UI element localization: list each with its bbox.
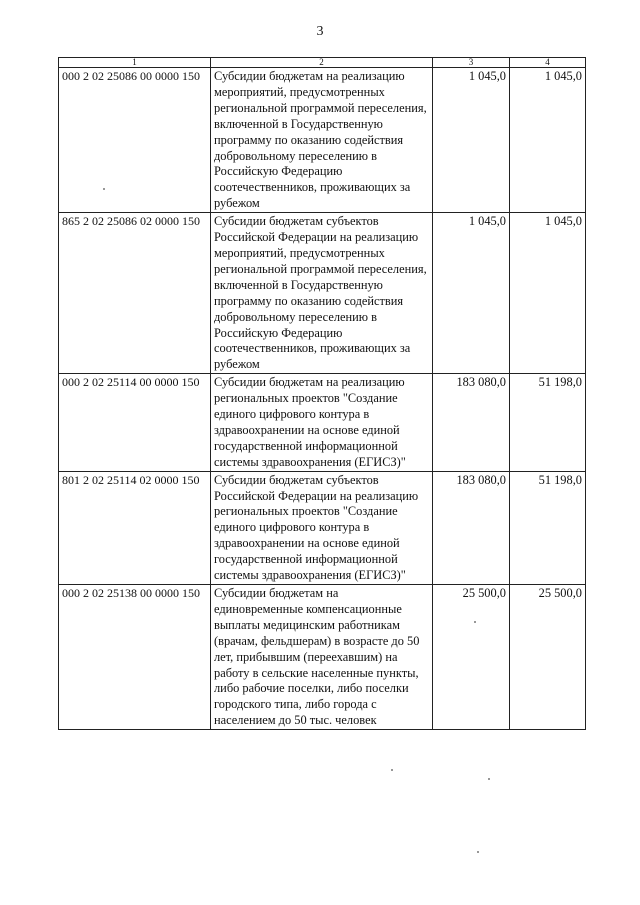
- column-number: 2: [211, 58, 433, 68]
- budget-code: 000 2 02 25138 00 0000 150: [59, 585, 211, 730]
- amount-col3: 1 045,0: [433, 213, 510, 374]
- budget-code: 865 2 02 25086 02 0000 150: [59, 213, 211, 374]
- amount-col4: 1 045,0: [510, 68, 586, 213]
- amount-col4: 1 045,0: [510, 213, 586, 374]
- budget-code: 801 2 02 25114 02 0000 150: [59, 471, 211, 584]
- scan-speck: [391, 769, 393, 771]
- column-number: 4: [510, 58, 586, 68]
- amount-col4: 25 500,0: [510, 585, 586, 730]
- budget-table: [58, 57, 586, 730]
- page-number: 3: [316, 24, 324, 39]
- revenue-name: Субсидии бюджетам на реализацию региональных проектов "Создание единого цифрового контура в здравоохранении на основе единой государственной информационной системы здравоохранения (ЕГИСЗ)": [211, 374, 433, 471]
- revenue-name: Субсидии бюджетам на реализацию мероприятий, предусмотренных региональной программой переселения, включенной в Государственную программу по оказанию содействия добровольному переселению в Российскую Федерацию соотечественников, проживающих за рубежом: [211, 68, 433, 213]
- scan-speck: [103, 188, 105, 190]
- column-number-row: [59, 58, 586, 68]
- scan-speck: [488, 778, 490, 780]
- amount-col3: 1 045,0: [433, 68, 510, 213]
- amount-col4: 51 198,0: [510, 471, 586, 584]
- revenue-name: Субсидии бюджетам субъектов Российской Федерации на реализацию региональных проектов "Создание единого цифрового контура в здравоохранении на основе единой государственной информационной системы здравоохранения (ЕГИСЗ)": [211, 471, 433, 584]
- table-row: [59, 471, 586, 584]
- amount-col3: 183 080,0: [433, 471, 510, 584]
- table-row: [59, 374, 586, 471]
- scan-speck: [474, 621, 476, 623]
- amount-col3: 25 500,0: [433, 585, 510, 730]
- table-row: [59, 585, 586, 730]
- scan-speck: [477, 851, 479, 853]
- revenue-name: Субсидии бюджетам на единовременные компенсационные выплаты медицинским работникам (врачам, фельдшерам) в возрасте до 50 лет, прибывшим (переехавшим) на работу в сельские населенные пункты, либо рабочие поселки, либо поселки городского типа, либо города с населением до 50 тыс. человек: [211, 585, 433, 730]
- table-row: [59, 213, 586, 374]
- revenue-name: Субсидии бюджетам субъектов Российской Федерации на реализацию мероприятий, предусмотренных региональной программой переселения, включенной в Государственную программу по оказанию содействия добровольному переселению в Российскую Федерацию соотечественников, проживающих за рубежом: [211, 213, 433, 374]
- column-number: 1: [59, 58, 211, 68]
- table-row: [59, 68, 586, 213]
- amount-col3: 183 080,0: [433, 374, 510, 471]
- budget-code: 000 2 02 25086 00 0000 150: [59, 68, 211, 213]
- budget-code: 000 2 02 25114 00 0000 150: [59, 374, 211, 471]
- column-number: 3: [433, 58, 510, 68]
- amount-col4: 51 198,0: [510, 374, 586, 471]
